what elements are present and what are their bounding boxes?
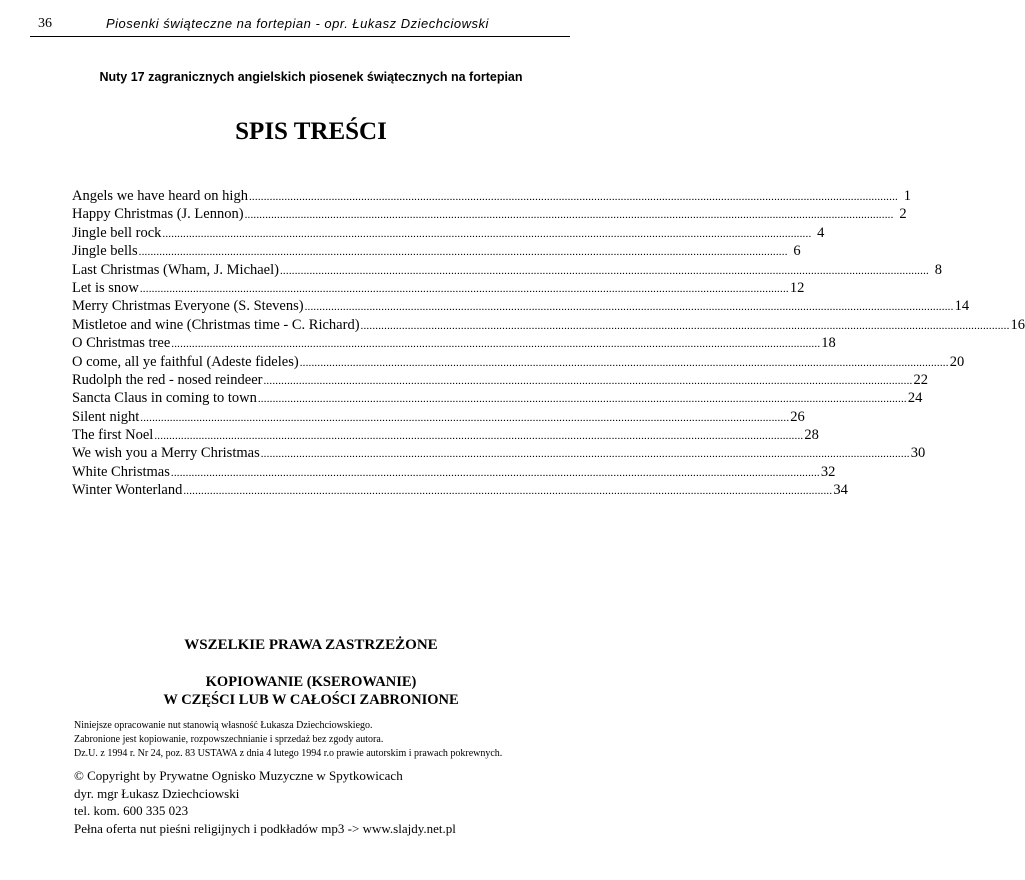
toc-entry-page: 1: [903, 188, 911, 204]
toc-entry-page: 6: [793, 243, 801, 260]
toc-entry-title: Mistletoe and wine (Christmas time - C. Richard): [72, 316, 360, 333]
toc-entry-page: 20: [949, 353, 965, 370]
legal-line: Niniejsze opracowanie nut stanowią własność Łukasza Dziechciowskiego.: [74, 720, 373, 731]
toc-leader-dots: ............................................................................................................................................................................................................................: [248, 191, 898, 203]
toc-leader-dots: ............................................................................................................................................................................................................................: [183, 485, 833, 498]
page-number: 36: [38, 16, 52, 31]
phone-line: tel. kom. 600 335 023: [74, 803, 189, 818]
toc-entry-title: Sancta Claus in coming to town: [72, 390, 257, 407]
toc-entry: [72, 261, 942, 279]
toc-leader-dots: ............................................................................................................................................................................................................................: [263, 374, 913, 387]
toc-entry-page: 2: [899, 206, 907, 223]
offer-line: Pełna oferta nut pieśni religijnych i podkładów mp3 -> www.slajdy.net.pl: [74, 820, 456, 836]
document-subtitle: Nuty 17 zagranicznych angielskich piosenek świątecznych na fortepian: [99, 70, 523, 84]
toc-entry-page: 34: [833, 482, 848, 499]
toc-entry: [72, 444, 926, 462]
toc-entry-title: Let is snow: [72, 279, 139, 296]
copyright-block: [74, 767, 456, 837]
toc-entry-page: 24: [907, 390, 923, 407]
toc-leader-dots: ............................................................................................................................................................................................................................: [299, 356, 949, 369]
toc-leader-dots: ............................................................................................................................................................................................................................: [171, 338, 821, 351]
toc-entry: [72, 242, 801, 260]
toc-entry: [72, 334, 836, 352]
running-title: Piosenki świąteczne na fortepian - opr. Łukasz Dziechciowski: [106, 16, 489, 31]
table-of-contents: [72, 187, 1025, 500]
toc-entry-title: Last Christmas (Wham, J. Michael): [72, 261, 279, 278]
toc-entry: [72, 371, 928, 389]
toc-leader-dots: ............................................................................................................................................................................................................................: [162, 227, 812, 240]
toc-entry: [72, 205, 907, 223]
toc-entry-page: 22: [913, 371, 928, 388]
toc-entry-page: 28: [804, 427, 819, 444]
toc-entry-title: Angels we have heard on high: [72, 188, 248, 204]
toc-entry-title: We wish you a Merry Christmas: [72, 445, 260, 462]
toc-leader-dots: ............................................................................................................................................................................................................................: [138, 246, 788, 259]
toc-entry-title: Rudolph the red - nosed reindeer: [72, 371, 263, 388]
copyright-line: © Copyright by Prywatne Ognisko Muzyczne w Spytkowicach: [74, 768, 403, 783]
toc-entry: [72, 408, 805, 426]
toc-entry-page: 32: [820, 463, 836, 480]
page-header: [30, 14, 570, 37]
toc-entry-title: Winter Wonterland: [72, 482, 183, 499]
toc-entry-page: 18: [821, 335, 836, 352]
toc-entry-title: Merry Christmas Everyone (S. Stevens): [72, 298, 304, 315]
toc-leader-dots: ............................................................................................................................................................................................................................: [170, 466, 820, 479]
toc-entry: [72, 353, 965, 371]
toc-entry-page: 12: [789, 279, 805, 296]
toc-entry-page: 14: [954, 298, 970, 315]
copy-prohibited-line-1: KOPIOWANIE (KSEROWANIE): [205, 674, 417, 690]
copy-prohibited-heading: [0, 673, 622, 709]
toc-entry-title: White Christmas: [72, 463, 170, 480]
toc-leader-dots: ............................................................................................................................................................................................................................: [139, 282, 789, 295]
toc-leader-dots: ............................................................................................................................................................................................................................: [140, 411, 790, 424]
toc-entry: [72, 463, 836, 481]
legal-line: Dz.U. z 1994 r. Nr 24, poz. 83 USTAWA z dnia 4 lutego 1994 r.o prawie autorskim i prawach pokrewnych.: [74, 748, 503, 759]
toc-leader-dots: ............................................................................................................................................................................................................................: [154, 430, 804, 443]
toc-leader-dots: ............................................................................................................................................................................................................................: [244, 209, 894, 222]
toc-entry-title: O come, all ye faithful (Adeste fideles): [72, 353, 299, 370]
toc-entry-title: Jingle bell rock: [72, 224, 162, 241]
toc-entry: [72, 316, 1025, 334]
toc-leader-dots: ............................................................................................................................................................................................................................: [260, 448, 910, 461]
toc-entry-title: Happy Christmas (J. Lennon): [72, 206, 244, 223]
toc-leader-dots: ............................................................................................................................................................................................................................: [360, 319, 1010, 332]
toc-entry: [72, 481, 848, 499]
toc-entry-title: O Christmas tree: [72, 335, 171, 352]
toc-leader-dots: ............................................................................................................................................................................................................................: [279, 264, 929, 277]
toc-entry-page: 8: [934, 261, 942, 278]
toc-entry-page: 26: [790, 408, 805, 425]
toc-leader-dots: ............................................................................................................................................................................................................................: [257, 393, 907, 406]
toc-entry: [72, 426, 819, 444]
page-title: SPIS TREŚCI: [235, 118, 387, 145]
legal-notice: [74, 719, 502, 761]
toc-entry: [72, 297, 970, 315]
rights-reserved-heading: WSZELKIE PRAWA ZASTRZEŻONE: [184, 637, 438, 653]
toc-entry-title: Jingle bells: [72, 243, 138, 260]
toc-leader-dots: ............................................................................................................................................................................................................................: [304, 301, 954, 314]
director-line: dyr. mgr Łukasz Dziechciowski: [74, 785, 240, 801]
toc-entry-page: 4: [817, 224, 825, 241]
toc-entry-title: The first Noel: [72, 427, 154, 444]
toc-entry: [72, 389, 923, 407]
legal-line: Zabronione jest kopiowanie, rozpowszechnianie i sprzedaż bez zgody autora.: [74, 734, 384, 745]
toc-entry-page: 30: [910, 445, 926, 462]
toc-entry-page: 16: [1010, 316, 1025, 333]
copy-prohibited-line-2: W CZĘŚCI LUB W CAŁOŚCI ZABRONIONE: [163, 692, 459, 708]
toc-entry-title: Silent night: [72, 408, 140, 425]
toc-entry: [72, 187, 911, 205]
toc-entry: [72, 224, 825, 242]
toc-entry: [72, 279, 805, 297]
